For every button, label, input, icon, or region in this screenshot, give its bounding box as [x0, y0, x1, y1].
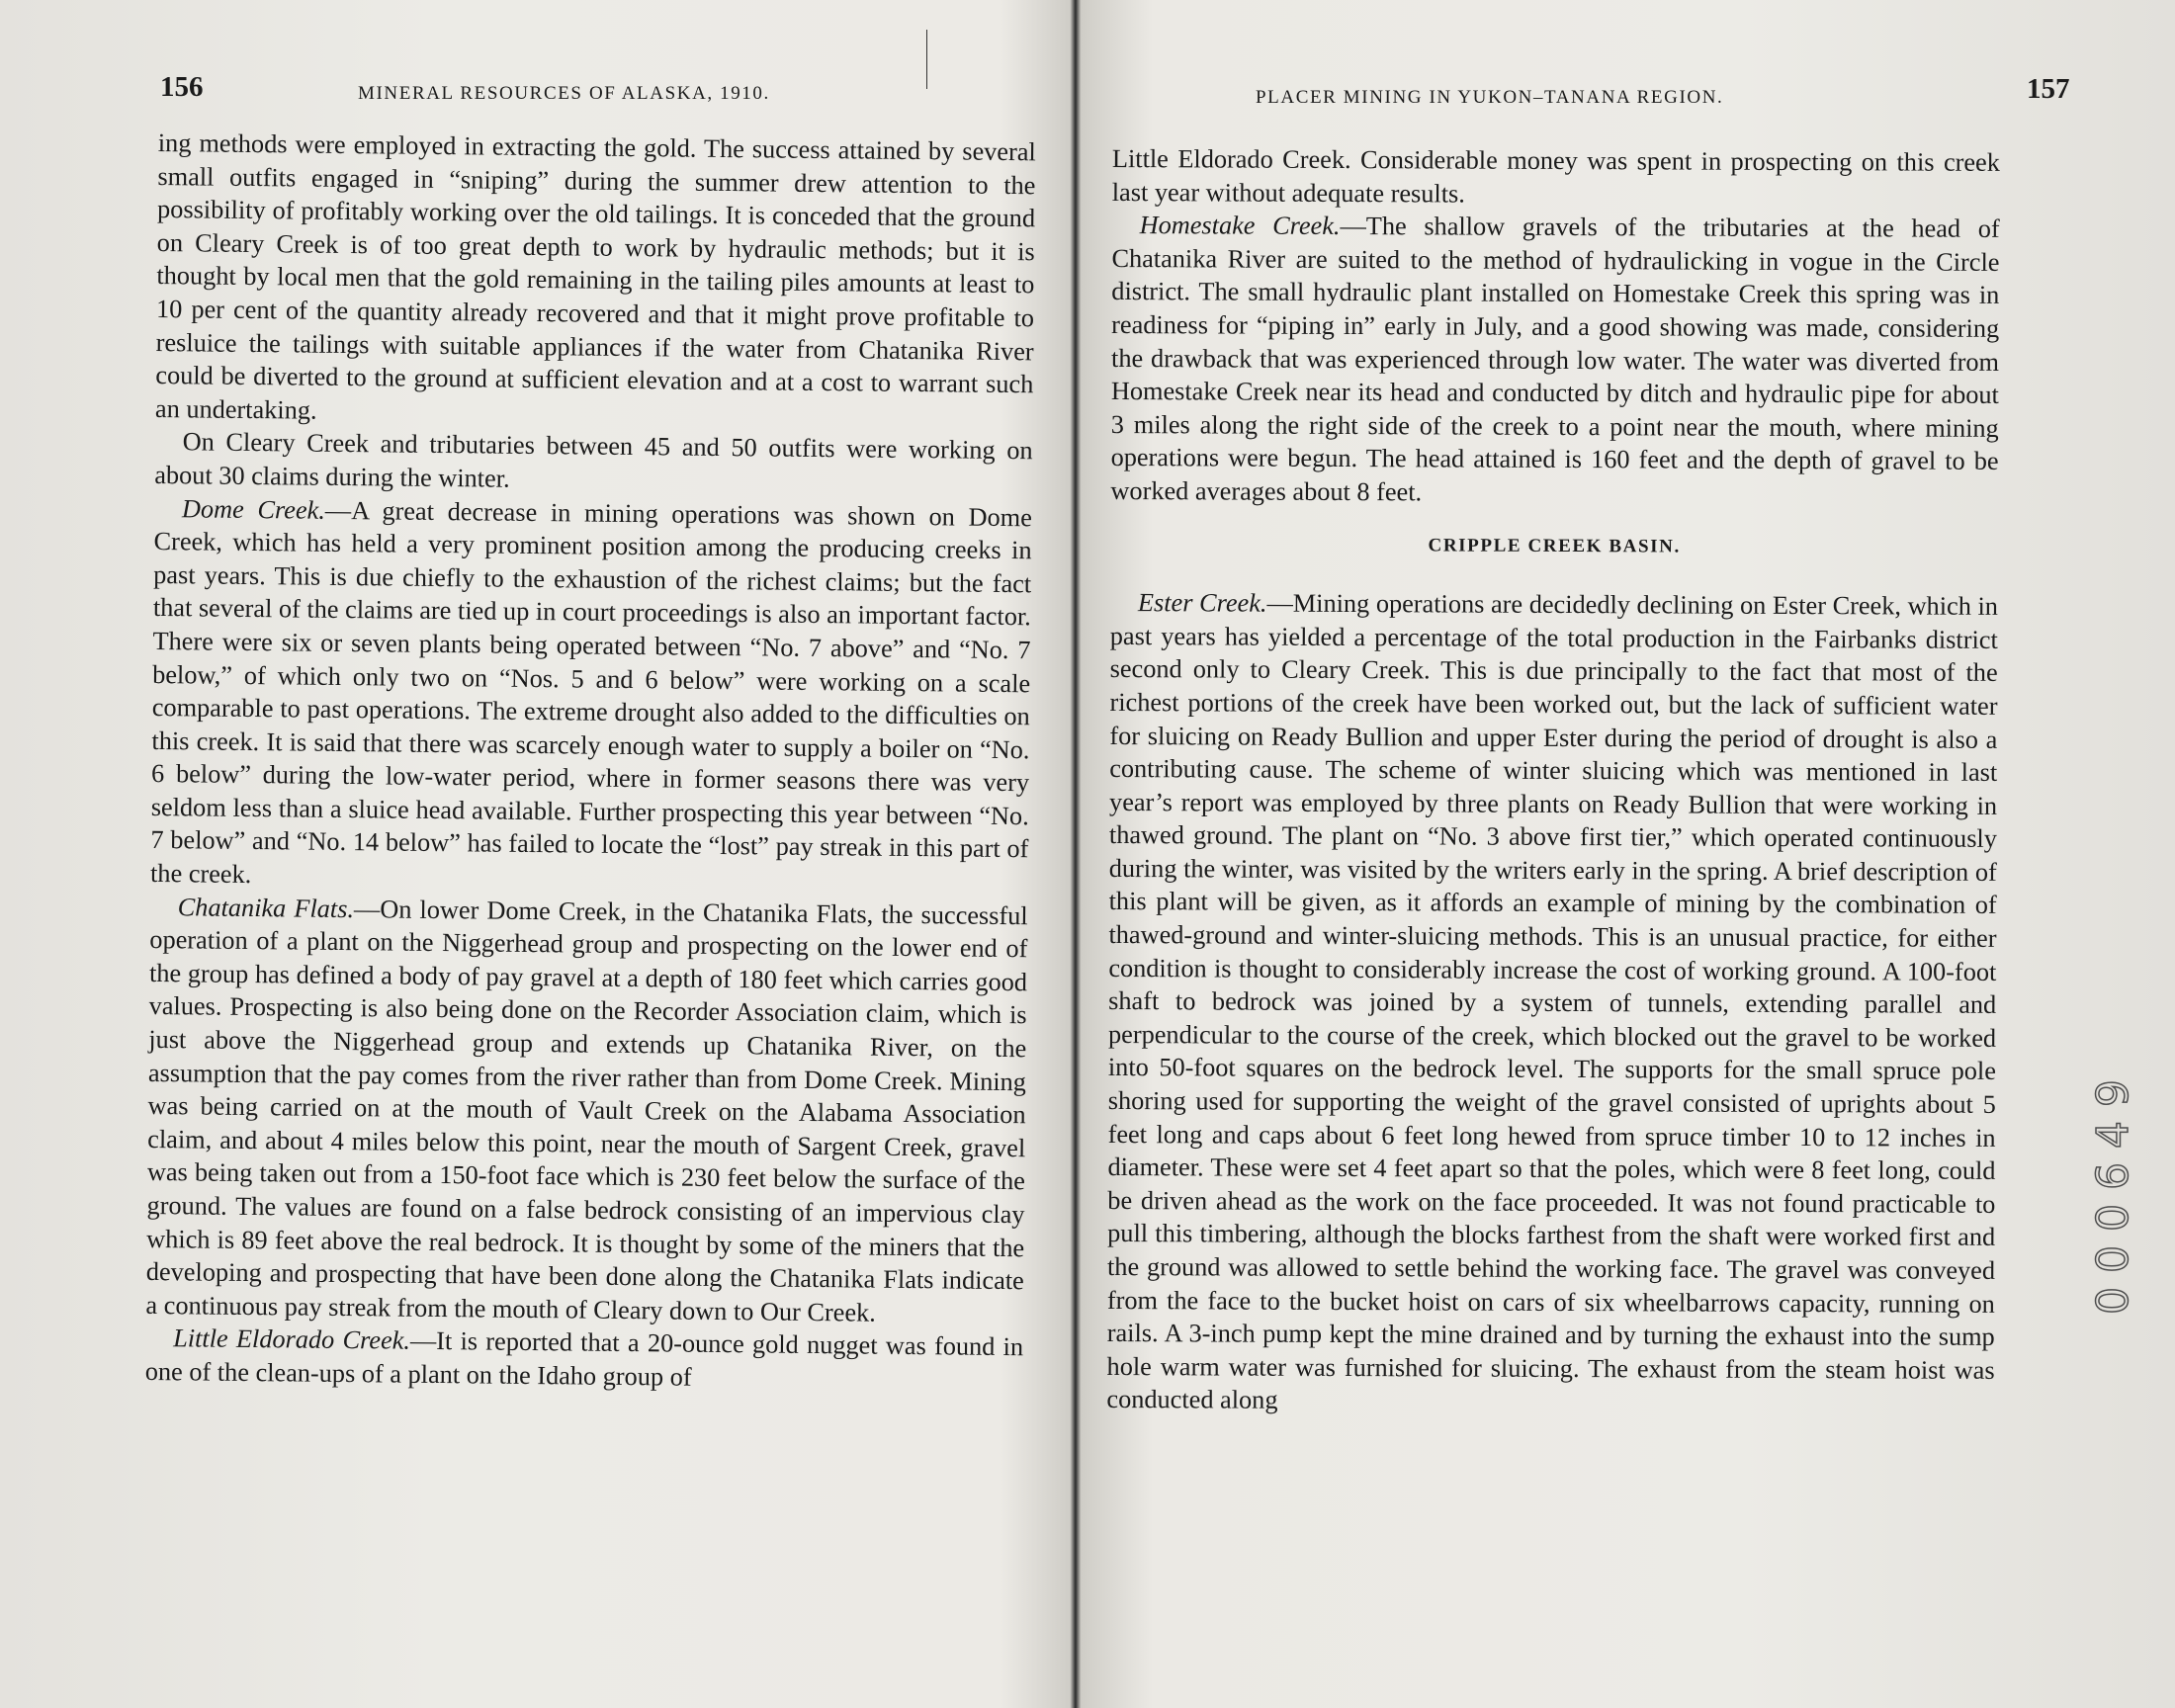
paragraph: Little Eldorado Creek. Considerable money was spent in prospecting on this creek last year without adequate results. [1111, 143, 2000, 209]
paragraph-ester-creek [1106, 586, 1998, 1420]
paragraph-text: —On lower Dome Creek, in the Chatanika Flats, the successful operation of a plant on the Niggerhead group and prospecting on the lower end of the group has defined a body of pay gravel at a depth of 180 feet which carries good values. Prospecting is also being done on the Recorder Association claim, which is just above the Niggerhead group and extends up Chatanika River, on the assumption that the pay comes from the river rather than from Dome Creek. Mining was being carried on at the mouth of Vault Creek on the Alabama Association claim, and about 4 miles below this point, near the mouth of Sargent Creek, gravel was being taken out from a 150-foot face which is 230 feet below the surface of the ground. The values are found on a false bedrock consisting of an impervious clay which is 89 feet above the real bedrock. It is thought by some of the miners that the developing and prospecting that have been done along the Chatanika Flats indicate a continuous pay streak from the mouth of Cleary down to Our Creek. [145, 894, 1028, 1327]
left-page-header [0, 71, 1073, 111]
paragraph-homestake-creek [1110, 209, 1999, 511]
right-page-number: 157 [2027, 73, 2070, 105]
paragraph-lead: Ester Creek. [1137, 588, 1267, 618]
paragraph: ing methods were employed in extracting the gold. The success attained by several small outfits engaged in “sniping” during the summer drew attention to the possibility of profitably working over the old tailings. It is conceded that the ground on Cleary Creek is of too great depth to work by hydraulic methods; but it is thought by local men that the gold remaining in the tailing piles amounts at least to 10 per cent of the quantity already recovered and that it might prove profitable to resluice the tailings with suitable appliances if the water from Chatanika River could be diverted to the ground at sufficient elevation and at a cost to warrant such an undertaking. [154, 128, 1036, 425]
left-running-head: MINERAL RESOURCES OF ALASKA, 1910. [358, 83, 770, 104]
paragraph-text: —The shallow gravels of the tributaries at the head of Chatanika River are suited to the method of hydraulicking in vogue in the Circle district. The small hydraulic plant installed on Homestake Creek this spring was in readiness for “piping in” early in July, and a good showing was made, considering the drawback that was experienced through low water. The water was diverted from Homestake Creek near its head and conducted by ditch and hydraulic pipe for about 3 miles along the right side of the creek to a point near the mouth, where mining operations were begun. The head attained is 160 feet and the depth of gravel to be worked averages about 8 feet. [1110, 212, 2000, 507]
left-page-body [145, 127, 1036, 1398]
right-running-head: PLACER MINING IN YUKON–TANANA REGION. [1256, 87, 1724, 108]
paragraph-text: —Mining operations are decidedly declining on Ester Creek, which in past years has yielded a percentage of the total production in the Fairbanks district second only to Cleary Creek. This is due principally to the fact that most of the richest portions of the creek have been worked out, but the lack of sufficient water for sluicing on Ready Bullion and upper Ester during the period of drought is also a contributing cause. The scheme of winter sluicing which was mentioned in last year’s report was employed by three plants on Ready Bullion that were working in thawed ground. The plant on “No. 3 above first tier,” which operated continuously during the winter, was visited by the writers early in the spring. A brief description of this plant will be given, as it affords an example of mining by the combination of thawed-ground and winter-sluicing methods. This is an unusual practice, for either condition is thought to considerably increase the cost of working ground. A 100-foot shaft to bedrock was joined by a system of tunnels, extending parallel and perpendicular to the course of the creek, which blocked out the gravel to be worked into 50-foot squares on the bedrock level. The supports for the small spruce pole shoring used for supporting the weight of the gravel consisted of uprights about 5 feet long and caps about 6 feet long hewed from spruce timber 10 to 12 inches in diameter. These were set 4 feet apart so that the poles, which were 8 feet long, could be driven ahead as the work on the face proceeded. It was not found practicable to pull this timbering, although the blocks farthest from the shaft were worked first and the ground was allowed to settle behind the working face. The gravel was conveyed from the face to the bucket hoist on cars of six wheelbarrows capacity, running on rails. A 3-inch pump kept the mine drained and by turning the exhaust into the sump hole warm water was furnished for sluicing. The exhaust from the steam hoist was conducted along [1106, 588, 1999, 1415]
paragraph-text: —It is reported that a 20-ounce gold nugget was found in one of the clean-ups of a plant on the Idaho group of [144, 1326, 1024, 1392]
left-page-number: 156 [160, 71, 204, 103]
paragraph-lead: Little Eldorado Creek. [173, 1324, 411, 1356]
left-page [0, 0, 1073, 1708]
paragraph-lead: Homestake Creek. [1139, 211, 1341, 241]
right-page [1078, 0, 2175, 1708]
archive-stamp: 000649 [2088, 1066, 2138, 1315]
right-page-body [1106, 142, 2000, 1420]
section-heading: CRIPPLE CREEK BASIN. [1428, 534, 1681, 557]
paragraph-lead: Chatanika Flats. [177, 892, 355, 923]
right-page-header [1078, 71, 2175, 111]
paragraph-chatanika-flats [145, 891, 1028, 1331]
paragraph-text: —A great decrease in mining operations was shown on Dome Creek, which has held a very prominent position among the producing creeks in past years. This is due chiefly to the exhaustion of the richest claims; but the fact that several of the claims are tied up in court proceedings is also an important factor. There were six or seven plants being operated between “No. 7 above” and “No. 7 below,” of which only two on “Nos. 5 and 6 below” were working on a scale comparable to past operations. The extreme drought also added to the difficulties on this creek. It is said that there was scarcely enough water to supply a boiler on “No. 6 below” during the low-water period, where in former seasons there was very seldom less than a sluice head available. Further prospecting this year between “No. 7 below” and “No. 14 below” has failed to locate the “lost” pay streak in this part of the creek. [149, 495, 1033, 890]
paragraph: On Cleary Creek and tributaries between 45 and 50 outfits were working on about 30 claims during the winter. [154, 427, 1033, 493]
paragraph-lead: Dome Creek. [181, 493, 326, 525]
paragraph-dome-creek [150, 492, 1032, 899]
paragraph-little-eldorado [145, 1322, 1024, 1397]
